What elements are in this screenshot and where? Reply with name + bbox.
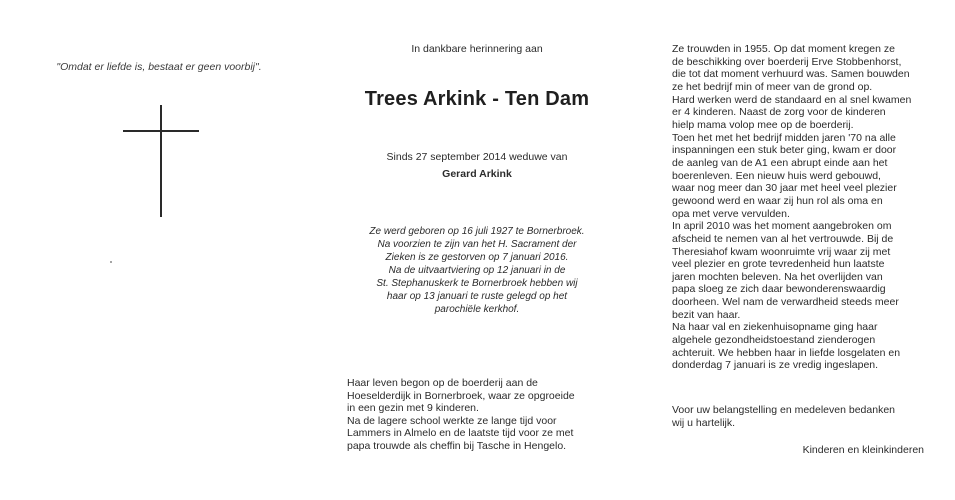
motto-quote: "Omdat er liefde is, bestaat er geen voorbij". bbox=[56, 61, 262, 73]
life-line: Lammers in Almelo en de laatste tijd voor ze met bbox=[347, 427, 574, 440]
signoff: Kinderen en kleinkinderen bbox=[802, 444, 924, 456]
bio-line: Na de uitvaartviering op 12 januari in de bbox=[388, 265, 566, 276]
story-line: inspanningen een stuk beter ging, kwam er door bbox=[672, 144, 897, 157]
husband-name: Gerard Arkink bbox=[442, 168, 512, 180]
bio-line: Na voorzien te zijn van het H. Sacrament der bbox=[377, 239, 577, 250]
widow-line: Sinds 27 september 2014 weduwe van bbox=[386, 151, 568, 163]
story-line: achteruit. We hebben haar in liefde losgelaten en bbox=[672, 346, 901, 359]
right-panel bbox=[636, 0, 955, 500]
life-paragraph bbox=[347, 377, 632, 453]
story-line: hielp mama volop mee op de boerderij. bbox=[672, 118, 854, 131]
thanks-line: Voor uw belangstelling en medeleven bedanken bbox=[672, 404, 895, 416]
story-line: boerenleven. Een nieuw huis werd gebouwd, bbox=[672, 169, 881, 182]
cross-icon bbox=[123, 105, 199, 217]
story-line: algehele gezondheidstoestand zienderogen bbox=[672, 334, 876, 347]
story-line: er 4 kinderen. Naast de zorg voor de kinderen bbox=[672, 106, 886, 119]
story-line: bezit van haar. bbox=[672, 308, 741, 321]
life-line: Hoeselderdijk in Bornerbroek, waar ze opgroeide bbox=[347, 389, 575, 402]
story-line: Na haar val en ziekenhuisopname ging haar bbox=[672, 321, 878, 334]
life-line: Haar leven begon op de boerderij aan de bbox=[347, 377, 538, 389]
bio-line: Ze werd geboren op 16 juli 1927 te Bornerbroek. bbox=[369, 226, 585, 237]
left-panel bbox=[0, 0, 318, 500]
deceased-name: Trees Arkink - Ten Dam bbox=[364, 88, 590, 110]
middle-panel bbox=[318, 0, 636, 500]
story-line: Theresiahof kwam woonruimte vrij waar zij met bbox=[672, 245, 891, 258]
story-line: waar nog meer dan 30 jaar met heel veel plezier bbox=[672, 182, 897, 195]
story-line: die tot dat moment verhuurd was. Samen bouwden bbox=[672, 68, 910, 81]
thanks-line: wij u hartelijk. bbox=[672, 416, 736, 429]
story-line: Hard werken werd de standaard en al snel kwamen bbox=[672, 93, 912, 106]
print-speck bbox=[110, 261, 112, 263]
bio-line: haar op 13 januari te ruste gelegd op het bbox=[386, 291, 568, 302]
story-line: ze het bedrijf min of meer van de grond op. bbox=[672, 80, 873, 93]
bio-paragraph bbox=[348, 225, 606, 316]
thanks-paragraph bbox=[672, 404, 955, 429]
bio-line: St. Stephanuskerk te Bornerbroek hebben wij bbox=[376, 278, 578, 289]
story-line: Toen het met het bedrijf midden jaren '70 na alle bbox=[672, 131, 896, 144]
story-line: afscheid te nemen van al het vertrouwde. Bij de bbox=[672, 232, 894, 245]
life-line: papa trouwde als cheffin bij Tasche in Hengelo. bbox=[347, 439, 567, 452]
life-line: in een gezin met 9 kinderen. bbox=[347, 402, 479, 415]
story-line: de aanleg van de A1 een abrupt einde aan het bbox=[672, 156, 888, 169]
story-line: In april 2010 was het moment aangebroken om bbox=[672, 220, 892, 233]
story-line: donderdag 7 januari is ze vredig ingeslapen. bbox=[672, 359, 879, 372]
intro-text: In dankbare herinnering aan bbox=[411, 43, 543, 55]
story-line: doorheen. Wel nam de verwardheid steeds meer bbox=[672, 296, 899, 309]
life-line: Na de lagere school werkte ze lange tijd voor bbox=[347, 414, 557, 427]
story-line: jaren mochten beleven. Na het overlijden van bbox=[672, 270, 883, 283]
bio-line: parochiële kerkhof. bbox=[434, 304, 520, 315]
bio-line: Zieken is ze gestorven op 7 januari 2016. bbox=[385, 252, 569, 263]
story-line: gewoond werd en waar zij hun rol als oma en bbox=[672, 194, 883, 207]
story-paragraph bbox=[672, 43, 955, 372]
story-line: veel plezier en grote tevredenheid hun laatste bbox=[672, 258, 885, 271]
story-line: papa sloeg ze zich daar bewonderenswaardig bbox=[672, 283, 886, 296]
story-line: de beschikking over boerderij Erve Stobbenhorst, bbox=[672, 55, 902, 68]
story-line: Ze trouwden in 1955. Op dat moment kregen ze bbox=[672, 43, 895, 55]
story-line: opa met verve vervulden. bbox=[672, 207, 790, 220]
